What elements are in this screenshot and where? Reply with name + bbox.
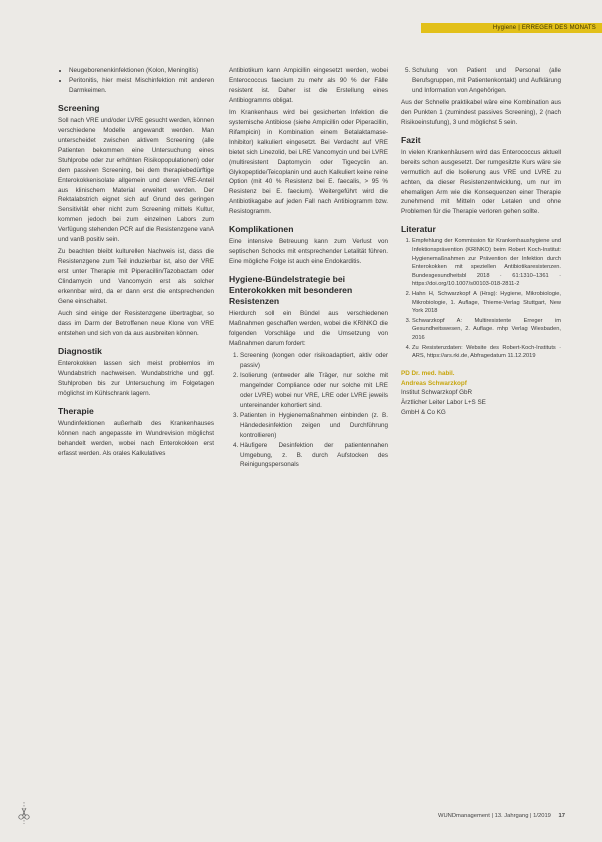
- author-name: Andreas Schwarzkopf: [401, 379, 467, 387]
- paragraph: Hierdurch soll ein Bündel aus verschiedenen Maßnahmen geschaffen werden, wobei die KRINKO die folgenden Vorschläge und die Umsetzung von Maßnahmen darum fordert:: [229, 310, 388, 348]
- list-item: 3. Patienten in Hygienemaßnahmen einbinden (z. B. Händedesinfektion zeigen und Durchführung kontrollieren): [240, 411, 388, 441]
- heading-fazit: Fazit: [401, 134, 421, 145]
- paragraph: Im Krankenhaus wird bei gesicherten Infektion die systemische Antibiose (siehe Ampicillin oder Piperacillin, Rifampicin) in Kombination einem Betalaktamase-Inhibitor) kalkuliert eingesetzt. Bei Verdacht auf VRE bietet sich Linezolid, bei LRE Vancomycin und bei LVRE (multiresistent Daptomycin oder Tigecyclin an. Glykopeptide/Teicoplanin und auch Kalkuliert keine reine Option (mit 40 % Resistenz bei E. faecalis, > 95 % Resistenz bei E. faecium). Weitergeführt wird die Antibiotikagabe auf jeden Fall nach Antibiogramm bzw. Resistogramm.: [229, 108, 388, 216]
- bullet-item: • Peritonitis, hier meist Mischinfektion mit anderen Darmkeimen.: [69, 76, 214, 96]
- paragraph: In vielen Krankenhäusern wird das Enterococcus aktuell bereits schon ausgesetzt. Der rumgesitzte Kurs wäre sie vermutlich auf die Isolierung aus VRE und LVRE zu achten, da dieser Resistenzentwicklung, um nur im ehemaligen Arm wie die Konsequenzen einer Therapie zunehmend mit Mitteln oder Letalen und ohne Problemen für die Therapie verloren gehen sollte.: [401, 148, 561, 216]
- list-item: 4. Häufigere Desinfektion der patientennahen Umgebung, z. B. durch Aufstocken des Reinigungspersonals: [240, 441, 388, 471]
- reference-item: 2. Hahn H, Schwarzkopf A (Hrsg): Hygiene, Mikrobiologie, Mikrobiologie, 1. Auflage, Thieme-Verlag Stuttgart, New York 2018: [412, 290, 561, 316]
- list-item: 2. Isolierung (entweder alle Träger, nur solche mit mangelnder Compliance oder nur solche mit LRE oder LVRE) wobei nur VRE, LRE oder LVRE jeweils untereinander kohortiert sind.: [240, 371, 388, 411]
- paragraph: Antibiotikum kann Ampicillin eingesetzt werden, wobei Enterococcus faecium zu mehr als 90 % der Fälle resistent ist. Daher ist die Erstellung eines Antibiogramms obligat.: [229, 67, 388, 104]
- paragraph: Zu beachten bleibt kulturellen Nachweis ist, dass die Resistenzgene zum Teil induzierbar ist, also der VRE erst unter Therapie mit Piperacillin/Tazobactam oder Clindamycin und Vancomycin erst als solcher erkennbar wird, da er dann erst die entsprechenden Gene einschaltet.: [58, 248, 214, 306]
- page-footer: [415, 811, 565, 821]
- column-3: [401, 66, 561, 806]
- author-title: PD Dr. med. habil.: [401, 369, 455, 377]
- section-header-bar: [421, 23, 602, 33]
- heading-literatur: Literatur: [401, 224, 436, 235]
- author-org: Ärztlicher Leiter Labor L+S SE: [401, 399, 486, 407]
- reference-item: 1. Empfehlung der Kommission für Krankenhaushygiene und Infektionsprävention (KRINKO) beim Robert Koch-Institut: Hygienemaßnahmen zur Prävention der Infektion durch Enterokokken mit speziellen Antibiotikaresistenzen. Bundesgesundheitsbl 2018 · 61:1310–1361 · https://doi.org/10.1007/s00103-018-2811-2: [412, 237, 561, 289]
- paragraph: Auch sind einige der Resistenzgene übertragbar, so dass im Darm der Betroffenen neue Klone von VRE entstehen und sich von da aus ausbreiten können.: [58, 309, 214, 337]
- paragraph: Aus der Schnelle praktikabel wäre eine Kombination aus den Punkten 1 (zumindest passives Screening), 2 (nach Risikoeinstufung), 3 und möglichst 5 sein.: [401, 98, 561, 126]
- section-header-label: Hygiene | ERREGER DES MONATS: [492, 25, 596, 31]
- column-2: [229, 66, 388, 806]
- hygiene-measures-list: [229, 351, 388, 470]
- author-org: GmbH & Co KG: [401, 408, 446, 416]
- paragraph: Soll nach VRE und/oder LVRE gesucht werden, können verschiedene Modelle angewandt werden. Man unterscheidet zwischen aktivem Screening (alle Patienten bekommen eine Untersuchung eines Stuhlprobe oder zur erhöhten Risikopopulationen) oder dem passiven Screening, bei dem therapiebedürftige Enterokokkenisolate allgemein und deren VRE-Anteil aus klinischem Material erweitert werden. Der Rektalabstrich eignet sich auf Grund des geringen Sensitivität eher nicht zum Screening mittels Kultur, kommen jedoch bei zum einzelnen Labors zum Verfügung stehenden PCR auf die Resistenzgene vanA und vanB positiv sein.: [58, 116, 214, 244]
- reference-item: 3. Schwarzkopf A: Multiresistente Erreger im Gesundheitswesen, 2. Auflage. mhp Verlag Wiesbaden, 2016: [412, 317, 561, 343]
- heading-hygiene-buendelstrategie: Hygiene-Bündelstrategie bei Enterokokken mit besonderen Resistenzen: [229, 274, 353, 307]
- journal-info: WUNDmanagement | 13. Jahrgang | 1/2019: [438, 813, 551, 819]
- paragraph: Enterokokken lassen sich meist problemlos im Wundabstrich nachweisen. Wundabstriche und ggf. Stuhlproben bis zur Untersuchung im Folgetagen möglichst im Kühlschrank lagern.: [58, 359, 214, 397]
- heading-komplikationen: Komplikationen: [229, 224, 294, 235]
- infection-bullet-list: [58, 66, 214, 96]
- paragraph: Wundinfektionen außerhalb des Krankenhauses können nach angepasste im Wundrevision möglichst behandelt werden, wobei nach Enterokokken erst erfasst werden. Als orales Kalkulatives: [58, 419, 214, 457]
- reference-list: [401, 237, 561, 360]
- heading-therapie: Therapie: [58, 405, 94, 416]
- author-block: [401, 369, 561, 418]
- scissors-cut-mark-icon: [17, 802, 31, 824]
- heading-screening: Screening: [58, 102, 100, 113]
- page-number: 17: [558, 813, 565, 819]
- list-item: 1. Screening (kongen oder risikoadaptiert, aktiv oder passiv): [240, 351, 388, 371]
- author-org: Institut Schwarzkopf GbR: [401, 389, 473, 397]
- heading-diagnostik: Diagnostik: [58, 345, 102, 356]
- list-item: 5. Schulung von Patient und Personal (alle Berufsgruppen, mit Patientenkontakt) und Aufklärung und Information von Angehörigen.: [412, 66, 561, 96]
- bullet-item: • Neugeborenenkinfektionen (Kolon, Meningitis): [69, 66, 214, 76]
- column-1: [58, 66, 214, 806]
- hygiene-measures-list-continued: [401, 66, 561, 96]
- reference-item: 4. Zu Resistenzdaten: Website des Robert-Koch-Instituts · ARS, https://ars.rki.de, Abfragedatum 11.12.2019: [412, 344, 561, 361]
- paragraph: Eine intensive Betreuung kann zum Verlust von septischen Schocks mit entsprechender Letalität führen. Eine mögliche Folge ist auch eine Endokarditis.: [229, 238, 388, 266]
